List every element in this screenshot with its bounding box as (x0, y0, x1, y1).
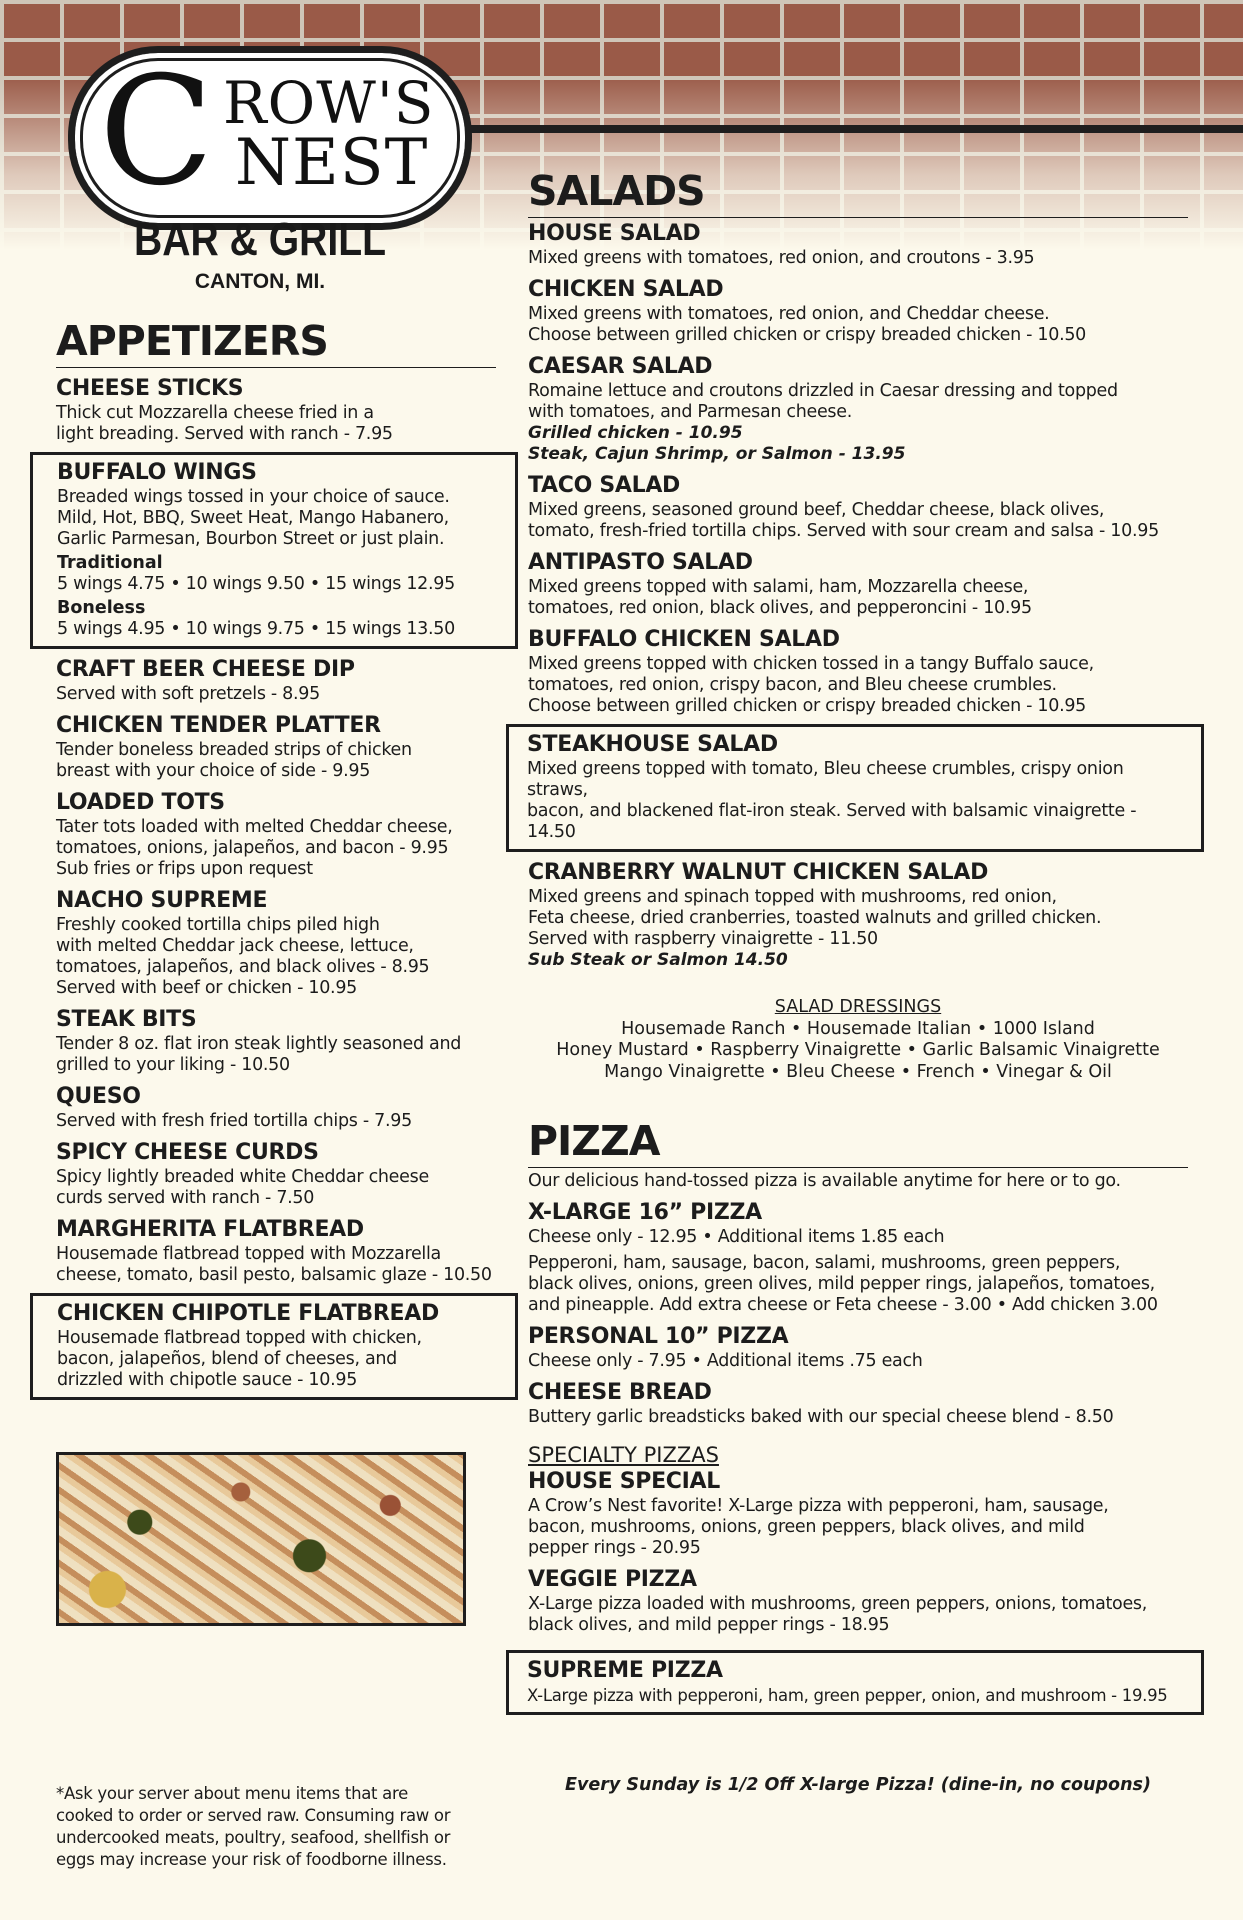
menu-item-chicken-salad (528, 276, 1188, 346)
appetizers-title: APPETIZERS (56, 318, 496, 368)
item-name: CHICKEN TENDER PLATTER (56, 713, 381, 738)
menu-item-veggie-pizza (528, 1566, 1188, 1636)
sunday-promo: Every Sunday is 1/2 Off X-large Pizza! (dine-in, no coupons) (565, 1775, 1151, 1795)
logo-line-2: NEST (235, 126, 429, 200)
item-name: SPICY CHEESE CURDS (56, 1140, 319, 1165)
item-name: VEGGIE PIZZA (528, 1567, 697, 1592)
flatbread-photo (56, 1452, 466, 1626)
disclaimer (56, 1783, 476, 1871)
menu-item-loaded-tots (56, 789, 496, 880)
item-desc: Mixed greens with tomatoes, red onion, and croutons - 3.95 (528, 248, 1035, 268)
appetizers-section (56, 318, 496, 1400)
menu-item-margherita-flatbread (56, 1216, 496, 1286)
menu-item-cheese-bread (528, 1379, 1188, 1428)
menu-item-cranberry-walnut-salad (528, 859, 1188, 971)
item-name: STEAKHOUSE SALAD (527, 732, 778, 757)
wings-boneless-label: Boneless (57, 598, 146, 618)
dressings-line: Honey Mustard • Raspberry Vinaigrette • Garlic Balsamic Vinaigrette (556, 1040, 1160, 1060)
item-name: ANTIPASTO SALAD (528, 550, 753, 575)
item-desc: Buttery garlic breadsticks baked with our special cheese blend - 8.50 (528, 1407, 1114, 1427)
item-desc: Tender boneless breaded strips of chicken breast with your choice of side - 9.95 (56, 740, 412, 781)
item-name: X-LARGE 16” PIZZA (528, 1200, 762, 1225)
item-option: Sub Steak or Salmon 14.50 (528, 950, 788, 970)
brand-subtitle: BAR & GRILL (134, 213, 386, 265)
item-name: CHICKEN SALAD (528, 277, 724, 302)
item-name: HOUSE SALAD (528, 221, 701, 246)
dressings-line: Mango Vinaigrette • Bleu Cheese • French • Vinegar & Oil (604, 1061, 1112, 1082)
item-name: CRAFT BEER CHEESE DIP (56, 657, 355, 682)
item-desc: Cheese only - 12.95 • Additional items 1.85 each (528, 1227, 945, 1247)
logo (68, 46, 472, 230)
item-desc: Served with soft pretzels - 8.95 (56, 684, 320, 704)
menu-item-house-salad (528, 220, 1188, 269)
item-desc: Housemade flatbread topped with chicken, bacon, jalapeños, blend of cheeses, and drizzled with chipotle sauce - 10.95 (57, 1328, 422, 1390)
item-desc: Spicy lightly breaded white Cheddar cheese curds served with ranch - 7.50 (56, 1167, 429, 1208)
pizza-toppings: Pepperoni, ham, sausage, bacon, salami, mushrooms, green peppers, black olives, onions, green olives, mild pepper rings, jalapeños, tomatoes, and pineapple. Add extra cheese or Feta cheese - 3.00 • Add chicken 3.00 (528, 1253, 1158, 1315)
item-name: STEAK BITS (56, 1007, 197, 1032)
item-desc: Mixed greens, seasoned ground beef, Cheddar cheese, black olives, tomato, fresh-fried tortilla chips. Served with sour cream and salsa - 10.95 (528, 500, 1159, 541)
pizza-section (528, 1118, 1188, 1715)
menu-item-taco-salad (528, 472, 1188, 542)
salads-section (528, 168, 1188, 1083)
item-name: BUFFALO WINGS (57, 460, 257, 485)
item-name: CHICKEN CHIPOTLE FLATBREAD (57, 1301, 439, 1326)
item-name: LOADED TOTS (56, 790, 225, 815)
item-desc: X-Large pizza with pepperoni, ham, green pepper, onion, and mushroom - 19.95 (527, 1686, 1168, 1705)
wings-traditional-prices: 5 wings 4.75 • 10 wings 9.50 • 15 wings 12.95 (57, 574, 455, 594)
item-name: QUESO (56, 1084, 141, 1109)
item-desc: Mixed greens topped with tomato, Bleu cheese crumbles, crispy onion straws, bacon, and blackened flat-iron steak. Served with balsamic vinaigrette - 14.50 (527, 759, 1137, 842)
menu-item-caesar-salad (528, 353, 1188, 465)
item-desc: Breaded wings tossed in your choice of sauce. Mild, Hot, BBQ, Sweet Heat, Mango Habanero, Garlic Parmesan, Bourbon Street or just plain. (57, 487, 450, 549)
menu-item-nacho-supreme (56, 887, 496, 999)
disclaimer-text: *Ask your server about menu items that are cooked to order or served raw. Consuming raw or undercooked meats, poultry, seafood, shellfish or eggs may increase your risk of foodborne illness. (56, 1784, 451, 1869)
item-name: SUPREME PIZZA (527, 1658, 723, 1683)
item-name: BUFFALO CHICKEN SALAD (528, 627, 840, 652)
menu-item-buffalo-chicken-salad (528, 626, 1188, 717)
salads-title: SALADS (528, 168, 1188, 218)
item-name: CHEESE STICKS (56, 376, 244, 401)
menu-item-supreme-pizza (506, 1650, 1204, 1715)
header-rule (455, 125, 1243, 133)
specialty-pizzas-title: SPECIALTY PIZZAS (528, 1443, 719, 1467)
item-desc: A Crow’s Nest favorite! X-Large pizza with pepperoni, ham, sausage, bacon, mushrooms, onions, green peppers, black olives, and mild pepper rings - 20.95 (528, 1496, 1109, 1558)
pizza-title: PIZZA (528, 1118, 1188, 1168)
logo-line-1: ROW'S (223, 69, 435, 137)
wings-traditional-label: Traditional (57, 553, 163, 573)
item-option: Steak, Cajun Shrimp, or Salmon - 13.95 (528, 444, 906, 464)
item-name: MARGHERITA FLATBREAD (56, 1217, 364, 1242)
item-name: HOUSE SPECIAL (528, 1469, 720, 1494)
wings-boneless-prices: 5 wings 4.95 • 10 wings 9.75 • 15 wings 13.50 (57, 619, 455, 639)
menu-item-steakhouse-salad (506, 724, 1204, 852)
brand-location: CANTON, MI. (194, 270, 326, 293)
menu-item-buffalo-wings (30, 452, 518, 649)
menu-item-chicken-tender-platter (56, 712, 496, 782)
salad-dressings (528, 997, 1188, 1083)
item-desc: Tater tots loaded with melted Cheddar cheese, tomatoes, onions, jalapeños, and bacon - 9.95 Sub fries or frips upon request (56, 817, 453, 879)
menu-item-personal-pizza (528, 1323, 1188, 1372)
item-desc: Tender 8 oz. flat iron steak lightly seasoned and grilled to your liking - 10.50 (56, 1034, 462, 1075)
dressings-title: SALAD DRESSINGS (774, 997, 942, 1017)
item-desc: Thick cut Mozzarella cheese fried in a light breading. Served with ranch - 7.95 (56, 403, 393, 444)
item-desc: Freshly cooked tortilla chips piled high with melted Cheddar jack cheese, lettuce, tomatoes, jalapeños, and black olives - 8.95 Served with beef or chicken - 10.95 (56, 915, 430, 998)
item-name: CHEESE BREAD (528, 1380, 712, 1405)
menu-item-house-special (528, 1468, 1188, 1559)
menu-item-spicy-cheese-curds (56, 1139, 496, 1209)
menu-item-antipasto-salad (528, 549, 1188, 619)
menu-item-queso (56, 1083, 496, 1132)
menu-item-steak-bits (56, 1006, 496, 1076)
item-desc: Cheese only - 7.95 • Additional items .75 each (528, 1351, 923, 1371)
item-name: CAESAR SALAD (528, 354, 713, 379)
item-desc: Served with fresh fried tortilla chips - 7.95 (56, 1111, 412, 1131)
item-desc: Mixed greens topped with chicken tossed in a tangy Buffalo sauce, tomatoes, red onion, crispy bacon, and Bleu cheese crumbles. Choose between grilled chicken or crispy breaded chicken - 10.95 (528, 654, 1094, 716)
item-option: Grilled chicken - 10.95 (528, 423, 743, 443)
menu-item-xlarge-pizza (528, 1199, 1188, 1316)
item-name: PERSONAL 10” PIZZA (528, 1324, 789, 1349)
pizza-intro: Our delicious hand-tossed pizza is available anytime for here or to go. (528, 1171, 1121, 1191)
item-desc: X-Large pizza loaded with mushrooms, green peppers, onions, tomatoes, black olives, and mild pepper rings - 18.95 (528, 1594, 1148, 1635)
item-desc: Mixed greens with tomatoes, red onion, and Cheddar cheese. Choose between grilled chicken or crispy breaded chicken - 10.50 (528, 304, 1087, 345)
menu-item-craft-beer-cheese-dip (56, 656, 496, 705)
item-desc: Romaine lettuce and croutons drizzled in Caesar dressing and topped with tomatoes, and Parmesan cheese. (528, 381, 1118, 422)
item-name: CRANBERRY WALNUT CHICKEN SALAD (528, 860, 989, 885)
item-desc: Mixed greens and spinach topped with mushrooms, red onion, Feta cheese, dried cranberries, toasted walnuts and grilled chicken. Served with raspberry vinaigrette - 11.50 (528, 887, 1102, 949)
menu-item-chicken-chipotle-flatbread (30, 1293, 518, 1400)
dressings-line: Housemade Ranch • Housemade Italian • 1000 Island (621, 1018, 1095, 1039)
item-desc: Housemade flatbread topped with Mozzarella cheese, tomato, basil pesto, balsamic glaze - 10.50 (56, 1244, 492, 1285)
item-desc: Mixed greens topped with salami, ham, Mozzarella cheese, tomatoes, red onion, black olives, and pepperoncini - 10.95 (528, 577, 1032, 618)
logo-initial: C (99, 45, 214, 219)
item-name: TACO SALAD (528, 473, 681, 498)
item-name: NACHO SUPREME (56, 888, 268, 913)
menu-item-cheese-sticks (56, 375, 496, 445)
